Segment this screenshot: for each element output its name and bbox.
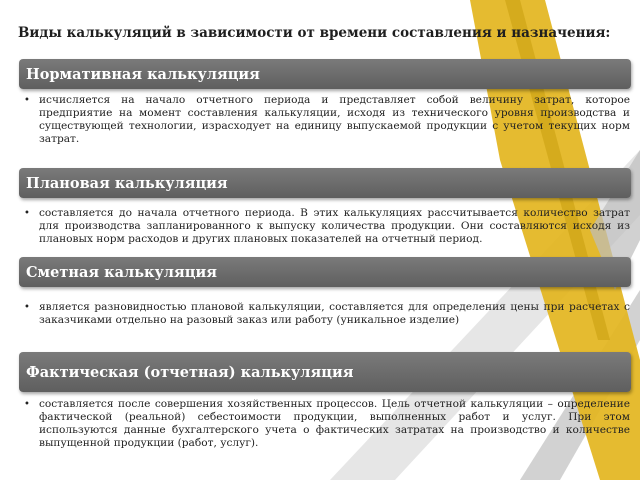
bullet-icon: • [24, 302, 30, 313]
section-body-actual [24, 398, 630, 450]
section-header-normative: Нормативная калькуляция [19, 59, 631, 89]
bullet-icon: • [24, 95, 30, 106]
section-text: составляется до начала отчетного периода. В этих калькуляциях рассчитывается количество затрат для производства запланированного к выпуску количества продукции. Они составляются исходя из плановых норм расходов и других плановых показателей на отчетный период. [39, 207, 630, 245]
section-body-estimate [24, 301, 630, 327]
section-body-planned [24, 207, 630, 246]
section-header-planned: Плановая калькуляция [19, 168, 631, 198]
section-text: исчисляется на начало отчетного периода и представляет собой величину затрат, которое предприятие на момент составления калькуляции, исходя из технического уровня производства и существующей технологии, израсходует на единицу выпускаемой продукции с учетом текущих норм затрат. [39, 94, 630, 145]
section-header-actual: Фактическая (отчетная) калькуляция [19, 352, 631, 392]
bullet-icon: • [24, 399, 30, 410]
slide-title: Виды калькуляций в зависимости от времени составления и назначения: [18, 25, 611, 41]
section-body-normative [24, 94, 630, 146]
bullet-icon: • [24, 208, 30, 219]
section-header-estimate: Сметная калькуляция [19, 257, 631, 287]
section-text: является разновидностью плановой калькуляции, составляется для определения цены при расчетах с заказчиками отдельно на разовый заказ или работу (уникальное изделие) [39, 301, 630, 326]
section-text: составляется после совершения хозяйственных процессов. Цель отчетной калькуляции – определение фактической (реальной) себестоимости продукции, выполненных работ и услуг. При этом используются данные бухгалтерского учета о фактических затратах на производство и количестве выпущенной продукции (работ, услуг). [39, 398, 630, 449]
